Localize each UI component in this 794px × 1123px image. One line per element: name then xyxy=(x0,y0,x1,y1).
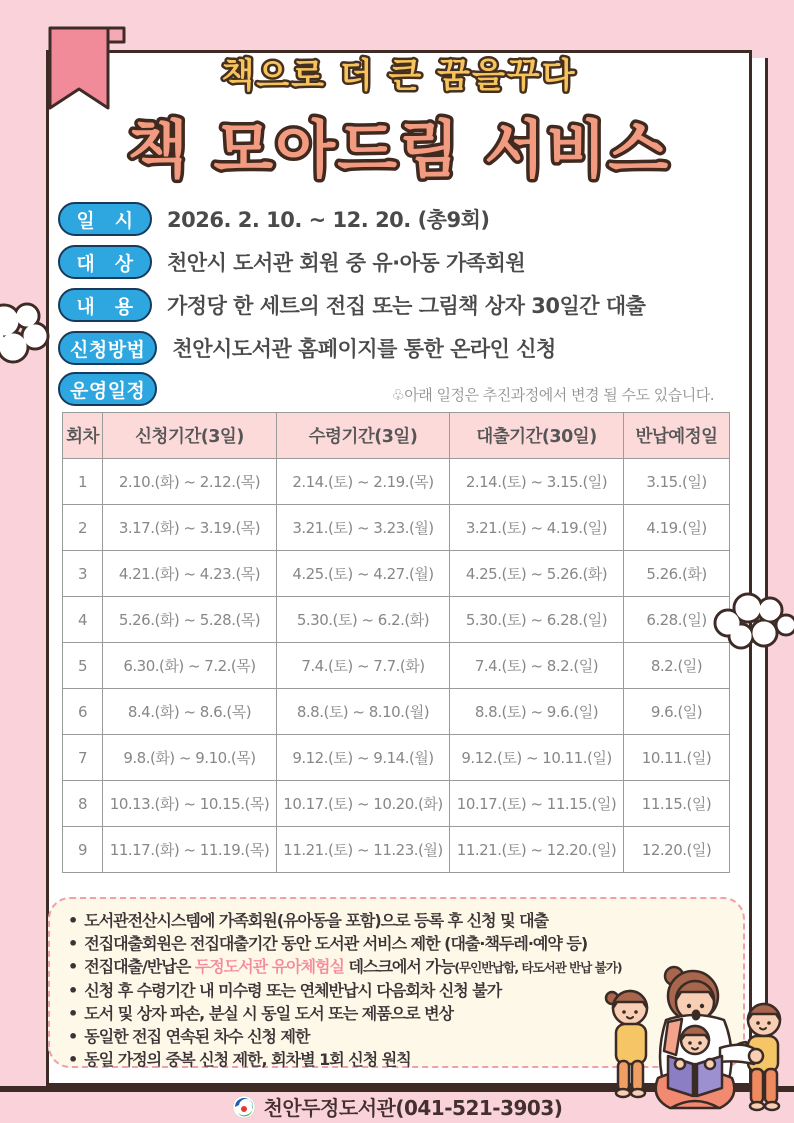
info-row-datetime xyxy=(58,202,489,236)
table-cell: 3.15.(일) xyxy=(624,459,730,505)
info-row-schedule xyxy=(58,372,172,406)
table-cell: 3 xyxy=(63,551,103,597)
table-row xyxy=(63,597,730,643)
info-label-pill: 신청방법 xyxy=(58,331,157,365)
table-cell: 9.12.(토) ~ 9.14.(월) xyxy=(277,735,450,781)
table-header-apply: 신청기간(3일) xyxy=(103,413,277,459)
note-text-segment: 데스크에서 가능 xyxy=(343,957,455,976)
table-cell: 10.17.(토) ~ 11.15.(일) xyxy=(450,781,624,827)
info-label-pill: 운영일정 xyxy=(58,372,157,406)
table-cell: 7.4.(토) ~ 8.2.(일) xyxy=(450,643,624,689)
note-text-segment: 전집대출회원은 전집대출기간 동안 도서관 서비스 제한 (대출·책두레·예약 등) xyxy=(84,934,588,953)
table-cell: 6.30.(화) ~ 7.2.(목) xyxy=(103,643,277,689)
table-row xyxy=(63,735,730,781)
note-text-segment: 도서 및 상자 파손, 분실 시 동일 도서 또는 제품으로 변상 xyxy=(84,1004,454,1023)
table-cell: 5.26.(화) xyxy=(624,551,730,597)
table-cell: 3.21.(토) ~ 4.19.(일) xyxy=(450,505,624,551)
table-cell: 1 xyxy=(63,459,103,505)
note-text-segment: 동일 가정의 중복 신청 제한, 회차별 1회 신청 원칙 xyxy=(84,1050,411,1069)
cloud-icon xyxy=(0,293,66,377)
schedule-table xyxy=(62,412,730,873)
table-cell: 4.25.(토) ~ 5.26.(화) xyxy=(450,551,624,597)
bookmark-ribbon-icon xyxy=(46,22,130,118)
info-row-apply-method xyxy=(58,331,556,365)
poster-title-text: 책 모아드림 서비스 xyxy=(127,113,671,186)
table-cell: 11.15.(일) xyxy=(624,781,730,827)
cloud-icon xyxy=(712,583,794,657)
table-cell: 11.21.(토) ~ 12.20.(일) xyxy=(450,827,624,873)
table-cell: 5.26.(화) ~ 5.28.(목) xyxy=(103,597,277,643)
info-row-target xyxy=(58,245,525,279)
note-item xyxy=(68,932,727,955)
info-value: 천안시 도서관 회원 중 유·아동 가족회원 xyxy=(167,251,526,275)
poster-subtitle-text: 책으로 더 큰 꿈을꾸다 xyxy=(221,56,577,96)
table-cell: 2.14.(토) ~ 2.19.(목) xyxy=(277,459,450,505)
table-cell: 8.8.(토) ~ 9.6.(일) xyxy=(450,689,624,735)
table-cell: 8 xyxy=(63,781,103,827)
table-header-round: 회차 xyxy=(63,413,103,459)
table-cell: 5.30.(토) ~ 6.28.(일) xyxy=(450,597,624,643)
note-text-segment: 동일한 전집 연속된 차수 신청 제한 xyxy=(84,1027,310,1046)
cheonan-city-logo-icon xyxy=(232,1095,256,1119)
note-text-segment: (무인반납함, 타도서관 반납 불가) xyxy=(454,960,622,975)
info-value: 가정당 한 세트의 전집 또는 그림책 상자 30일간 대출 xyxy=(167,294,646,318)
table-cell: 9 xyxy=(63,827,103,873)
table-cell: 8.4.(화) ~ 8.6.(목) xyxy=(103,689,277,735)
table-cell: 9.8.(화) ~ 9.10.(목) xyxy=(103,735,277,781)
table-cell: 5 xyxy=(63,643,103,689)
info-value: 천안시도서관 홈페이지를 통한 온라인 신청 xyxy=(172,337,556,361)
table-cell: 11.17.(화) ~ 11.19.(목) xyxy=(103,827,277,873)
info-label-pill: 일 시 xyxy=(58,202,152,236)
table-row xyxy=(63,505,730,551)
table-header-row xyxy=(63,413,730,459)
bullet-icon: • xyxy=(68,957,78,976)
table-cell: 8.2.(일) xyxy=(624,643,730,689)
table-cell: 3.17.(화) ~ 3.19.(목) xyxy=(103,505,277,551)
note-text-segment: 전집대출/반납은 xyxy=(84,957,195,976)
card-shadow-line xyxy=(765,58,768,1080)
table-row xyxy=(63,643,730,689)
poster-title xyxy=(46,98,752,194)
info-value: 2026. 2. 10. ~ 12. 20. (총9회) xyxy=(167,208,490,232)
bullet-icon: • xyxy=(68,1004,78,1023)
table-header-return: 반납예정일 xyxy=(624,413,730,459)
table-cell: 6 xyxy=(63,689,103,735)
table-cell: 7.4.(토) ~ 7.7.(화) xyxy=(277,643,450,689)
bullet-icon: • xyxy=(68,911,78,930)
table-row xyxy=(63,551,730,597)
table-cell: 4.21.(화) ~ 4.23.(목) xyxy=(103,551,277,597)
info-row-content xyxy=(58,288,645,322)
table-cell: 6.28.(일) xyxy=(624,597,730,643)
bullet-icon: • xyxy=(68,981,78,1000)
table-cell: 12.20.(일) xyxy=(624,827,730,873)
table-cell: 2.10.(화) ~ 2.12.(목) xyxy=(103,459,277,505)
info-label-pill: 내 용 xyxy=(58,288,152,322)
table-cell: 5.30.(토) ~ 6.2.(화) xyxy=(277,597,450,643)
table-cell: 7 xyxy=(63,735,103,781)
note-text-segment: 신청 후 수령기간 내 미수령 또는 연체반납시 다음회차 신청 불가 xyxy=(84,981,502,1000)
table-cell: 10.13.(화) ~ 10.15.(목) xyxy=(103,781,277,827)
table-cell: 10.17.(토) ~ 10.20.(화) xyxy=(277,781,450,827)
table-row xyxy=(63,781,730,827)
note-text-segment: 도서관전산시스템에 가족회원(유아동을 포함)으로 등록 후 신청 및 대출 xyxy=(84,911,549,930)
table-cell: 4.25.(토) ~ 4.27.(월) xyxy=(277,551,450,597)
table-cell: 2.14.(토) ~ 3.15.(일) xyxy=(450,459,624,505)
table-cell: 11.21.(토) ~ 11.23.(월) xyxy=(277,827,450,873)
table-cell: 3.21.(토) ~ 3.23.(월) xyxy=(277,505,450,551)
table-header-loan: 대출기간(30일) xyxy=(450,413,624,459)
table-row xyxy=(63,689,730,735)
library-name-phone: 천안두정도서관(041-521-3903) xyxy=(263,1096,563,1120)
table-row xyxy=(63,827,730,873)
table-header-pickup: 수령기간(3일) xyxy=(277,413,450,459)
table-cell: 4 xyxy=(63,597,103,643)
table-cell: 10.11.(일) xyxy=(624,735,730,781)
note-item xyxy=(68,909,727,932)
schedule-table-body xyxy=(63,459,730,873)
info-label-pill: 대 상 xyxy=(58,245,152,279)
note-text-segment: 두정도서관 유아체험실 xyxy=(194,957,344,976)
schedule-change-note: ♧아래 일정은 추진과정에서 변경 될 수도 있습니다. xyxy=(391,386,714,404)
table-cell: 9.12.(토) ~ 10.11.(일) xyxy=(450,735,624,781)
bullet-icon: • xyxy=(68,1050,78,1069)
table-cell: 9.6.(일) xyxy=(624,689,730,735)
card-shadow-gap xyxy=(752,58,765,1080)
table-cell: 4.19.(일) xyxy=(624,505,730,551)
table-row xyxy=(63,459,730,505)
poster-subtitle xyxy=(46,46,752,100)
bullet-icon: • xyxy=(68,934,78,953)
table-cell: 2 xyxy=(63,505,103,551)
table-cell: 8.8.(토) ~ 8.10.(월) xyxy=(277,689,450,735)
bullet-icon: • xyxy=(68,1027,78,1046)
family-reading-illustration xyxy=(596,960,794,1123)
